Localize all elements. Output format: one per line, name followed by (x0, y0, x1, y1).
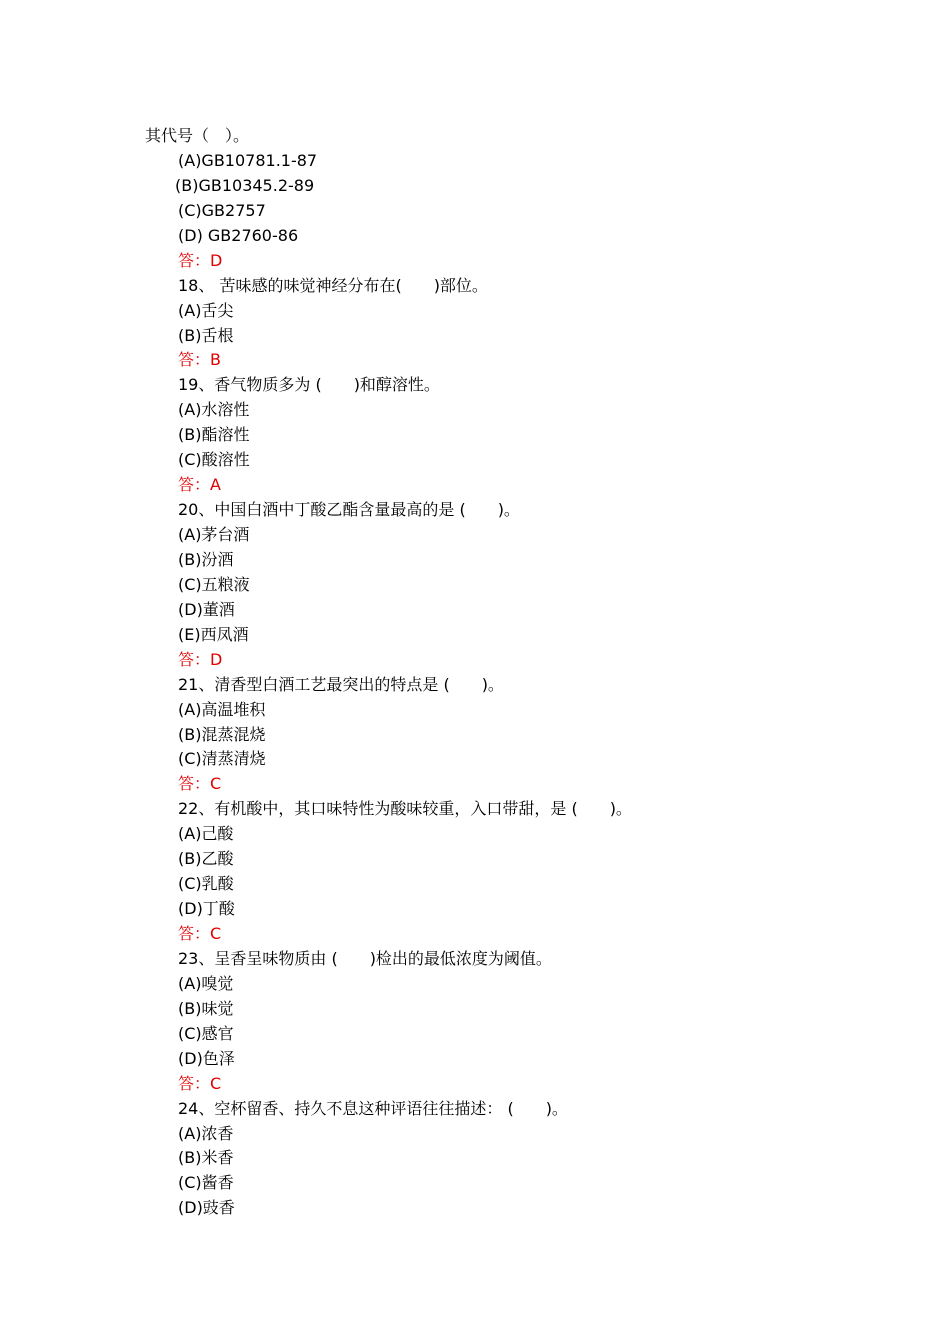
option-d: (D)董酒 (178, 599, 235, 619)
option-a: (A)己酸 (178, 824, 234, 844)
option-c: (C)酸溶性 (178, 450, 250, 470)
question-20: 20、中国白酒中丁酸乙酯含量最高的是 ( )。 (178, 500, 520, 520)
option-b: (B)味觉 (178, 998, 234, 1018)
question-fragment: 其代号（ ）。 (145, 126, 250, 145)
question-22: 22、有机酸中，其口味特性为酸味较重，入口带甜，是 ( )。 (178, 799, 632, 819)
option-c: (C)清蒸清烧 (178, 749, 266, 769)
option-d: (D) GB2760-86 (178, 225, 299, 245)
option-b: (B)汾酒 (178, 549, 234, 569)
option-c: (C)五粮液 (178, 574, 250, 594)
option-d: (D)丁酸 (178, 899, 235, 919)
option-c: (C)酱香 (178, 1173, 234, 1193)
answer-line: 答：C (178, 924, 222, 943)
question-19: 19、香气物质多为 ( )和醇溶性。 (178, 375, 440, 395)
question-24: 24、空杯留香、持久不息这种评语往往描述： ( )。 (178, 1098, 568, 1118)
option-b: (B)乙酸 (178, 849, 234, 869)
option-c: (C)GB2757 (178, 200, 266, 220)
option-c: (C)感官 (178, 1023, 234, 1043)
answer-line: 答：C (178, 1073, 222, 1093)
option-a: (A)高温堆积 (178, 699, 266, 719)
option-b: (B)米香 (178, 1148, 234, 1168)
question-18: 18、 苦味感的味觉神经分布在( )部位。 (178, 275, 488, 295)
option-a: (A)茅台酒 (178, 525, 250, 544)
answer-line: 答：C (178, 774, 222, 794)
option-d: (D)色泽 (178, 1048, 235, 1068)
answer-line: 答：D (178, 250, 223, 270)
option-a: (A)舌尖 (178, 300, 234, 320)
option-b: (B)酯溶性 (178, 425, 250, 445)
option-b: (B)GB10345.2-89 (175, 175, 315, 195)
answer-line: 答：A (178, 475, 221, 495)
option-b: (B)舌根 (178, 325, 234, 345)
option-b: (B)混蒸混烧 (178, 724, 266, 744)
option-a: (A)浓香 (178, 1123, 234, 1143)
option-d: (D)豉香 (178, 1198, 235, 1218)
option-a: (A)水溶性 (178, 400, 250, 420)
option-a: (A)GB10781.1-87 (178, 150, 318, 170)
question-list (0, 124, 950, 1221)
question-21: 21、清香型白酒工艺最突出的特点是 ( )。 (178, 674, 504, 694)
answer-line: 答：B (178, 350, 221, 370)
answer-line: 答：D (178, 649, 223, 669)
option-a: (A)嗅觉 (178, 973, 234, 993)
option-e: (E)西凤酒 (178, 624, 249, 644)
question-23: 23、呈香呈味物质由 ( )检出的最低浓度为阈值。 (178, 948, 552, 968)
option-c: (C)乳酸 (178, 874, 234, 894)
